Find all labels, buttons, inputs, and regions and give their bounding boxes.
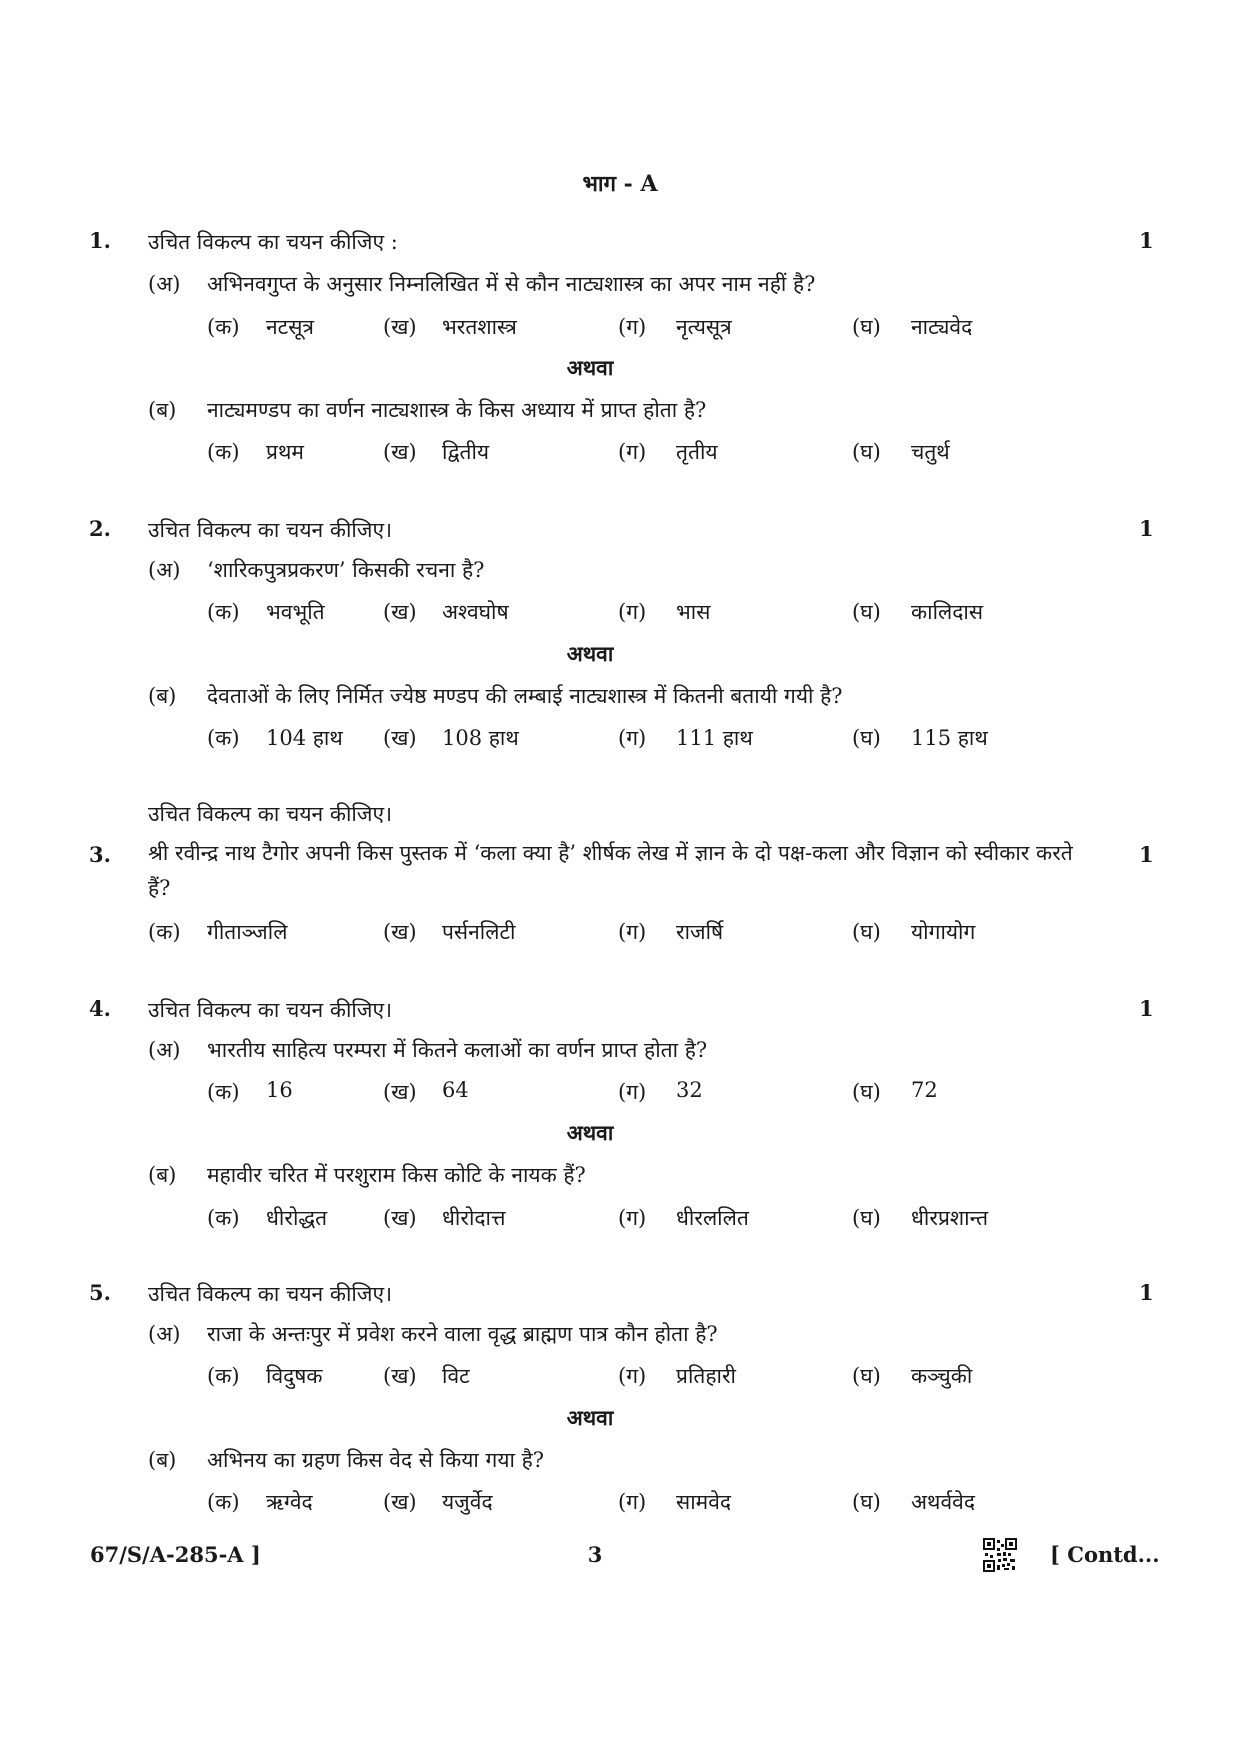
option-label: (घ)	[852, 600, 881, 624]
option-text: 108 हाथ	[442, 726, 519, 750]
option-text: तृतीय	[676, 440, 718, 464]
option-text: 32	[676, 1078, 703, 1102]
option-text: प्रतिहारी	[676, 1364, 736, 1388]
section-title: भाग - A	[582, 171, 658, 197]
option-text: यजुर्वेद	[442, 1490, 493, 1514]
option-text: कालिदास	[911, 600, 984, 624]
question-number: 2.	[89, 516, 111, 541]
sub-question-text: राजा के अन्तःपुर में प्रवेश करने वाला वृद्ध ब्राह्मण पात्र कौन होता है?	[207, 1322, 718, 1346]
option-text: धीरप्रशान्त	[911, 1206, 989, 1230]
option-text: द्वितीय	[442, 440, 490, 464]
option-label: (ग)	[618, 440, 647, 464]
option-text: चतुर्थ	[911, 440, 950, 464]
option-text: नटसूत्र	[266, 315, 315, 339]
sub-label: (अ)	[148, 1038, 181, 1062]
option-text: प्रथम	[266, 440, 304, 464]
option-text: सामवेद	[676, 1490, 732, 1514]
option-label: (घ)	[852, 440, 881, 464]
question-number: 5.	[89, 1280, 111, 1305]
option-text: ऋग्वेद	[266, 1490, 313, 1514]
option-text: नाट्यवेद	[911, 315, 973, 339]
question-instruction: उचित विकल्प का चयन कीजिए।	[148, 802, 393, 826]
option-label: (घ)	[852, 920, 881, 944]
sub-question-text: नाट्यमण्डप का वर्णन नाट्यशास्त्र के किस अध्याय में प्राप्त होता है?	[207, 398, 707, 422]
option-text: 64	[442, 1078, 469, 1102]
option-text: पर्सनलिटी	[442, 920, 516, 944]
sub-label: (अ)	[148, 558, 181, 582]
option-text: धीरललित	[676, 1206, 749, 1230]
sub-label: (ब)	[148, 1448, 177, 1472]
option-label: (घ)	[852, 1364, 881, 1388]
sub-question-text: अभिनवगुप्त के अनुसार निम्नलिखित में से कौन नाट्यशास्त्र का अपर नाम नहीं है?	[207, 272, 816, 296]
option-text: 115 हाथ	[911, 726, 988, 750]
option-text: अश्वघोष	[442, 600, 509, 624]
option-label: (ख)	[383, 440, 417, 464]
sub-label: (ब)	[148, 1163, 177, 1187]
option-label: (क)	[148, 920, 181, 944]
sub-question-text: भारतीय साहित्य परम्परा में कितने कलाओं का वर्णन प्राप्त होता है?	[207, 1038, 708, 1062]
question-instruction: उचित विकल्प का चयन कीजिए।	[148, 998, 393, 1022]
option-label: (ख)	[383, 1080, 417, 1104]
option-label: (ख)	[383, 1490, 417, 1514]
question-number: 3.	[89, 842, 111, 867]
option-label: (क)	[207, 440, 240, 464]
question-instruction: उचित विकल्प का चयन कीजिए।	[148, 1282, 393, 1306]
option-label: (क)	[207, 1490, 240, 1514]
option-text: 16	[266, 1078, 293, 1102]
option-text: 104 हाथ	[266, 726, 343, 750]
option-label: (घ)	[852, 1490, 881, 1514]
question-instruction: उचित विकल्प का चयन कीजिए :	[148, 230, 398, 254]
option-label: (ख)	[383, 600, 417, 624]
question-marks: 1	[1139, 996, 1154, 1021]
option-label: (ग)	[618, 315, 647, 339]
option-text: राजर्षि	[676, 920, 724, 944]
continued-label: [ Contd...	[1050, 1542, 1160, 1567]
option-label: (ख)	[383, 315, 417, 339]
option-text: गीताञ्जलि	[207, 920, 288, 944]
option-label: (घ)	[852, 1206, 881, 1230]
question-marks: 1	[1139, 842, 1154, 867]
option-label: (ग)	[618, 1490, 647, 1514]
option-text: भरतशास्त्र	[442, 315, 517, 339]
option-label: (ग)	[618, 1364, 647, 1388]
option-text: 111 हाथ	[676, 726, 753, 750]
option-text: धीरोदात्त	[442, 1206, 506, 1230]
page-number: 3	[587, 1542, 603, 1567]
sub-question-text: देवताओं के लिए निर्मित ज्येष्ठ मण्डप की लम्बाई नाट्यशास्त्र में कितनी बतायी गयी है?	[207, 684, 843, 708]
question-marks: 1	[1139, 228, 1154, 253]
sub-label: (अ)	[148, 1322, 181, 1346]
option-text: नृत्यसूत्र	[676, 315, 732, 339]
option-text: योगायोग	[911, 920, 976, 944]
option-text: विट	[442, 1364, 470, 1388]
sub-label: (अ)	[148, 272, 181, 296]
sub-question-text: महावीर चरित में परशुराम किस कोटि के नायक हैं?	[207, 1163, 586, 1187]
option-text: कञ्चुकी	[911, 1364, 973, 1388]
or-label: अथवा	[566, 1120, 614, 1145]
option-label: (क)	[207, 1080, 240, 1104]
sub-label: (ब)	[148, 684, 177, 708]
option-text: भास	[676, 600, 711, 624]
option-text: अथर्ववेद	[911, 1490, 975, 1514]
option-label: (ख)	[383, 1206, 417, 1230]
sub-question-text: अभिनय का ग्रहण किस वेद से किया गया है?	[207, 1448, 545, 1472]
option-label: (ग)	[618, 600, 647, 624]
or-label: अथवा	[566, 355, 614, 380]
option-label: (ख)	[383, 920, 417, 944]
sub-label: (ब)	[148, 398, 177, 422]
option-label: (क)	[207, 1206, 240, 1230]
option-label: (क)	[207, 600, 240, 624]
option-label: (ग)	[618, 1080, 647, 1104]
option-label: (ख)	[383, 726, 417, 750]
option-label: (क)	[207, 1364, 240, 1388]
question-instruction: उचित विकल्प का चयन कीजिए।	[148, 518, 393, 542]
option-label: (ख)	[383, 1364, 417, 1388]
option-label: (घ)	[852, 315, 881, 339]
question-number: 1.	[89, 228, 111, 253]
or-label: अथवा	[566, 641, 614, 666]
option-label: (घ)	[852, 1080, 881, 1104]
option-label: (ग)	[618, 920, 647, 944]
option-label: (क)	[207, 315, 240, 339]
option-label: (घ)	[852, 726, 881, 750]
option-label: (क)	[207, 726, 240, 750]
or-label: अथवा	[566, 1405, 614, 1430]
sub-question-text: ‘शारिकपुत्रप्रकरण’ किसकी रचना है?	[207, 558, 485, 582]
question-marks: 1	[1139, 516, 1154, 541]
option-text: 72	[911, 1078, 938, 1102]
question-text: श्री रवीन्द्र नाथ टैगोर अपनी किस पुस्तक में ‘कला क्या है’ शीर्षक लेख में ज्ञान के दो पक्ष-कला और विज्ञान को स्वीकार करते हैं?	[148, 841, 1073, 900]
question-number: 4.	[89, 996, 111, 1021]
option-text: धीरोद्धत	[266, 1206, 328, 1230]
paper-code: 67/S/A-285-A ]	[90, 1542, 261, 1567]
option-label: (ग)	[618, 726, 647, 750]
option-label: (ग)	[618, 1206, 647, 1230]
option-text: भवभूति	[266, 600, 325, 624]
option-text: विदुषक	[266, 1364, 323, 1388]
qr-code-icon	[983, 1538, 1017, 1572]
question-marks: 1	[1139, 1280, 1154, 1305]
